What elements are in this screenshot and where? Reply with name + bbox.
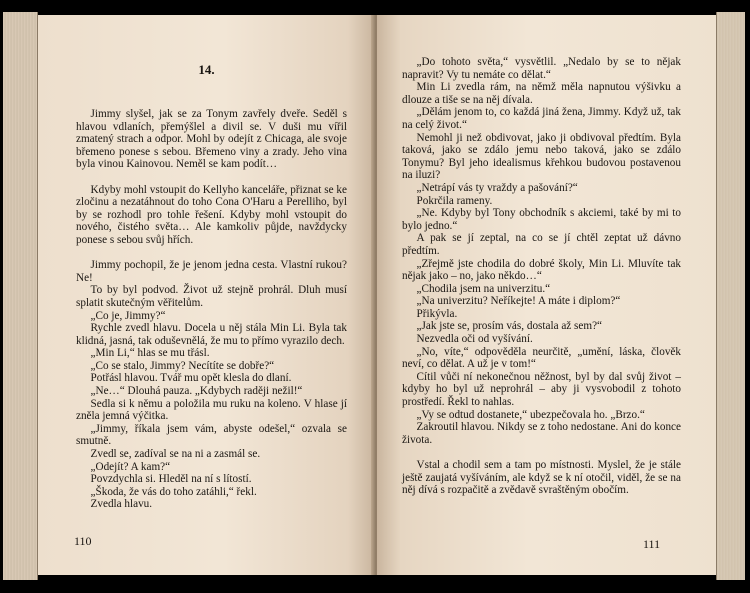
paragraph: Pokrčila rameny. (416, 194, 493, 207)
paragraph: „Chodila jsem na univerzitu.“ (416, 282, 551, 295)
page-number-right: 111 (643, 537, 661, 551)
paragraph: Zvedla hlavu. (90, 498, 153, 511)
paragraph: „Škoda, že vás do toho zatáhli,“ řekl. (90, 485, 257, 498)
page-number-left: 110 (74, 534, 92, 548)
paragraph: Přikývla. (416, 307, 458, 320)
paragraph: Rychle zvedl hlavu. Docela u něj stála Min Li. Byla tak klidná, jasná, tak oduševnělá, že mu to přímo vyrazilo dech. (76, 322, 347, 347)
paragraph: Vstal a chodil sem a tam po místnosti. Myslel, že je stále ještě zaujatá vyšíváním, ale když se k ní otočil, viděl, že se na něj dívá s rozpačitě a zvědavě svraštěným obočím. (402, 459, 681, 497)
paragraph: To by byl podvod. Život už stejně prohrál. Dluh musí splatit skutečným věřitelům. (76, 284, 347, 309)
left-page-edges (3, 12, 38, 580)
paragraph: Jimmy pochopil, že je jenom jedna cesta. Vlastní rukou? Ne! (76, 259, 347, 284)
paragraph: „Jimmy, říkala jsem vám, abyste odešel,“ ozvala se smutně. (76, 422, 347, 448)
paragraph: Nemohl ji než obdivovat, jako ji obdivoval předtím. Byla taková, jako se zdálo jemu nebo taková, jako se zdálo Tonymu? Byl jeho idealismus křehkou budovou postavenou na iluzi? (402, 131, 681, 182)
paragraph: „Jak jste se, prosím vás, dostala až sem?“ (416, 320, 603, 333)
paragraph: „Dělám jenom to, co každá jiná žena, Jimmy. Když už, tak na celý život.“ (402, 106, 681, 131)
paragraph: Povzdychla si. Hleděl na ní s lítostí. (90, 473, 252, 486)
paragraph: „Vy se odtud dostanete,“ ubezpečovala ho. „Brzo.“ (416, 408, 645, 421)
left-page-text (76, 108, 347, 511)
paragraph: „Co se stalo, Jimmy? Necítíte se dobře?“ (90, 359, 275, 372)
right-page-text (402, 56, 681, 497)
paragraph: „Do tohoto světa,“ vysvětlil. „Nedalo by se to nějak napravit? Vy tu nemáte co dělat.“ (402, 56, 681, 81)
paragraph: „Ne. Kdyby byl Tony obchodník s akciemi, také by mi to bylo jedno.“ (402, 207, 681, 232)
paragraph: „Na univerzitu? Neříkejte! A máte i diplom?“ (416, 295, 621, 308)
paragraph: Zvedl se, zadíval se na ni a zasmál se. (90, 448, 261, 461)
right-page (377, 15, 716, 575)
paragraph: Cítil vůči ní nekonečnou něžnost, byl by dal svůj život – kdyby ho byl už neprohrál – aby ji vysvobodil z tohoto prostředí. Řekl to nahlas. (402, 370, 681, 409)
paragraph: „Co je, Jimmy?“ (90, 309, 166, 322)
paragraph: A pak se jí zeptal, na co se jí chtěl zeptat už dávno předtím. (402, 232, 681, 257)
paragraph: Min Li zvedla rám, na němž měla napnutou výšivku a dlouze a tiše se na něj dívala. (402, 81, 681, 106)
paragraph: Potřásl hlavou. Tvář mu opět klesla do dlaní. (90, 372, 292, 385)
paragraph: Kdyby mohl vstoupit do Kellyho kanceláře, přiznat se ke zločinu a nezatáhnout do toho Cona O'Haru a Perelliho, byl by se rozhodl pro tohle řešení. Kdyby mohl vstoupit do nového, čistého světa… Ale kamkoliv půjde, navždycky ponese s sebou svůj hřích. (76, 183, 347, 246)
paragraph: „Zřejmě jste chodila do dobré školy, Min Li. Mluvíte tak nějak jako – no, jako někdo…“ (402, 257, 681, 283)
paragraph: Zakroutil hlavou. Nikdy se z toho nedostane. Ani do konce života. (402, 421, 681, 446)
paragraph: „No, víte,“ odpověděla neurčitě, „umění, láska, člověk neví, co dělat. A už je v tom!“ (402, 345, 681, 371)
paragraph: „Min Li,“ hlas se mu třásl. (90, 347, 210, 360)
paragraph: „Ne…“ Dlouhá pauza. „Kdybych raději nežil!“ (90, 385, 303, 398)
left-page (38, 15, 375, 575)
chapter-number: 14. (198, 62, 215, 77)
paragraph: „Odejít? A kam?“ (90, 460, 171, 473)
paragraph: Nezvedla oči od vyšívání. (416, 333, 533, 346)
paragraph: Sedla si k němu a položila mu ruku na koleno. V hlase jí zněla jemná výčitka. (76, 397, 347, 423)
paragraph: „Netrápí vás ty vraždy a pašování?“ (416, 181, 578, 194)
paragraph: Jimmy slyšel, jak se za Tonym zavřely dveře. Seděl s hlavou vdlaních, přemýšlel a divil se. V duši mu vířil zmatený strach a odpor. Mohl by odejít z Chicaga, ale svoje břemeno ponese s sebou. Břemeno viny a zrady. Jeho vina byla vinou Kainovou. Neměl se kam podít… (76, 108, 347, 171)
right-page-edges (716, 12, 745, 580)
